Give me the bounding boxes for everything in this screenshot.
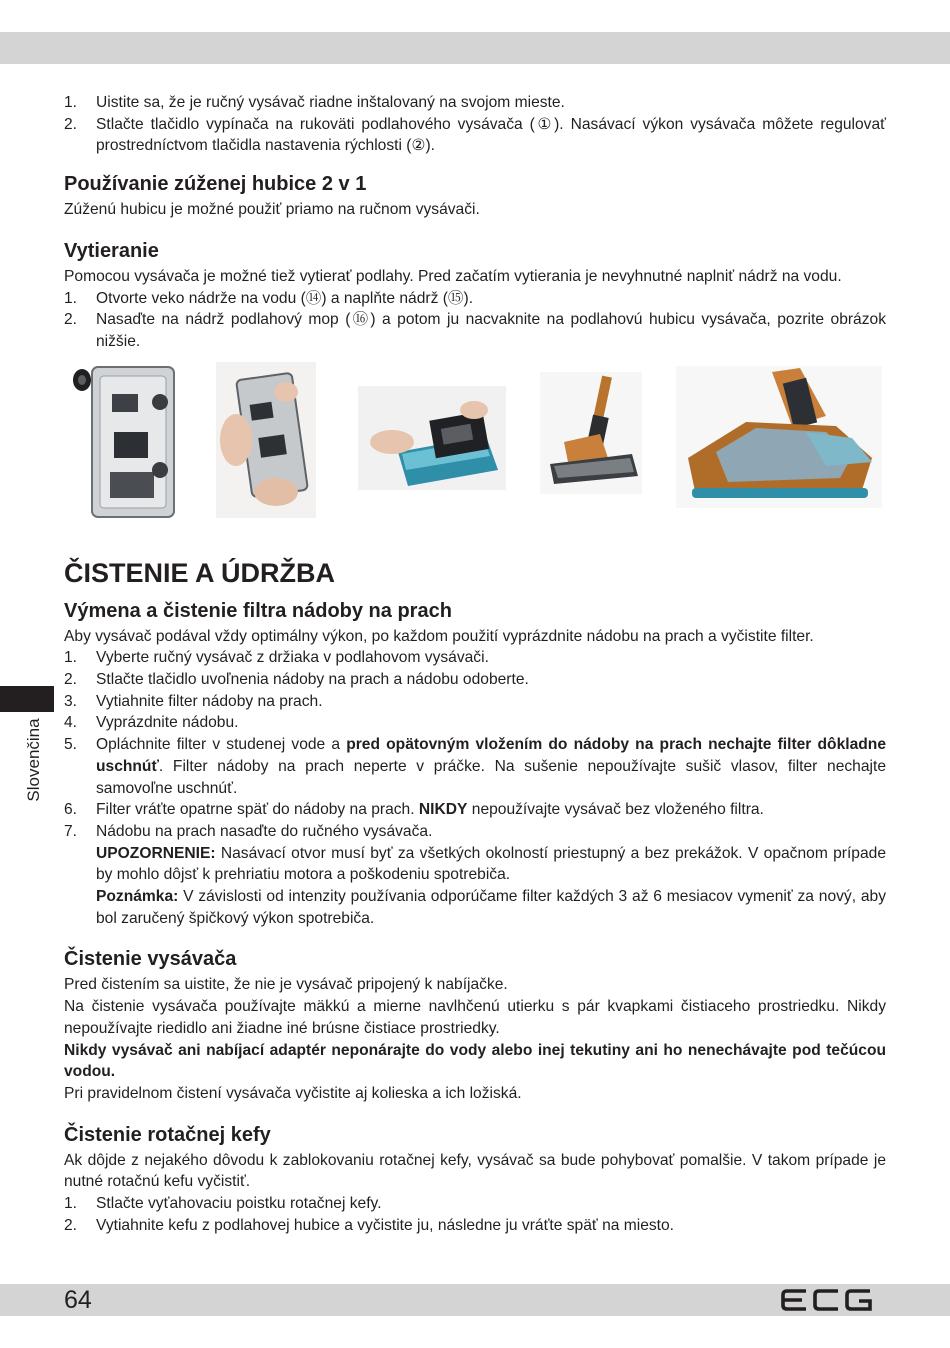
list-item: 6. Filter vráťte opatrne späť do nádoby na prach. NIKDY nepoužívajte vysávač bez vloženého filtra.: [64, 801, 764, 819]
brush-text: Ak dôjde z nejakého dôvodu k zablokovaniu rotačnej kefy, vysávač sa bude pohybovať pomalšie. V takom prípade je nutné rotačnú kefu vyčistiť.: [64, 1151, 886, 1191]
section-heading-brush: Čistenie rotačnej kefy: [64, 1123, 271, 1146]
nozzle-text: Zúženú hubicu je možné použiť priamo na ručnom vysávači.: [64, 201, 480, 219]
language-tab-marker: [0, 686, 54, 712]
list-item: 2. Stlačte tlačidlo vypínača na rukoväti podlahového vysávača (①). Nasávací výkon vysávača môžete regulovať prostredníctvom tlačidla nastavenia rýchlosti (②).: [64, 115, 886, 155]
floor-nozzle-photo: [676, 366, 882, 508]
page-section-title: ČISTENIE A ÚDRŽBA: [64, 557, 336, 588]
list-item: 3. Vytiahnite filter nádoby na prach.: [64, 692, 323, 710]
list-item: 1. Stlačte vyťahovaciu poistku rotačnej kefy.: [64, 1195, 382, 1213]
vacuum-cleaning-p4: Pri pravidelnom čistení vysávača vyčistite aj kolieska a ich ložiská.: [64, 1084, 522, 1102]
mop-attach-photo: [358, 386, 506, 490]
list-item: 1. Otvorte veko nádrže na vodu (⑭) a naplňte nádrž (⑮).: [64, 289, 474, 307]
list-item: 2. Stlačte tlačidlo uvoľnenia nádoby na prach a nádobu odoberte.: [64, 671, 529, 689]
water-tank-photo: [70, 362, 182, 522]
vacuum-on-mop-photo: [540, 372, 642, 494]
list-item: 5. Opláchnite filter v studenej vode a pred opätovným vložením do nádoby na prach nechajte filter dôkladne uschnúť. Filter nádoby na prach neperte v práčke. Na sušenie nepoužívajte sušič vlasov, filter nechajte samovoľne uschnúť.: [64, 736, 886, 797]
page-content: [64, 92, 886, 1237]
list-item: 2. Vytiahnite kefu z podlahovej hubice a vyčistite ju, následne ju vráťte späť na miesto.: [64, 1216, 675, 1234]
filter-intro: Aby vysávač podával vždy optimálny výkon, po každom použití vyprázdnite nádobu na prach a vyčistite filter.: [64, 627, 814, 645]
list-item: 1. Uistite sa, že je ručný vysávač riadne inštalovaný na svojom mieste.: [64, 94, 565, 111]
list-item: 4. Vyprázdnite nádobu.: [64, 714, 239, 732]
ecg-logo: [780, 1287, 874, 1313]
section-heading-mopping: Vytieranie: [64, 239, 159, 262]
section-heading-filter: Výmena a čistenie filtra nádoby na prach: [64, 599, 452, 622]
filter-steps: [64, 647, 886, 929]
mopping-text: Pomocou vysávača je možné tiež vytierať podlahy. Pred začatím vytierania je nevyhnutné naplniť nádrž na vodu.: [64, 267, 842, 285]
brush-steps: [64, 1193, 886, 1236]
mopping-photo-strip: [6, 362, 886, 532]
intro-steps: [64, 92, 886, 157]
vacuum-cleaning-p2: Na čistenie vysávača používajte mäkkú a mierne navlhčenú utierku s pár kvapkami čistiaceho prostriedku. Nikdy nepoužívajte riedidlo ani žiadne iné brúsne čistiace prostriedky.: [64, 998, 886, 1037]
list-item: 1. Vyberte ručný vysávač z držiaka v podlahovom vysávači.: [64, 649, 489, 667]
vacuum-cleaning-warning: Nikdy vysávač ani nabíjací adaptér neponárajte do vody alebo inej tekutiny ani ho nenechávajte pod tečúcou vodou.: [64, 1041, 886, 1081]
vacuum-cleaning-p1: Pred čistením sa uistite, že nie je vysávač pripojený k nabíjačke.: [64, 976, 508, 994]
list-item: 7. Nádobu na prach nasaďte do ručného vysávača. UPOZORNENIE: Nasávací otvor musí byť za všetkých okolností priestupný a bez prekážok. V opačnom prípade by mohlo dôjsť k prehriatiu motora a poškodeniu spotrebiča. Poznámka: V závislosti od intenzity používania odporúčame filter každých 3 až 6 mesiacov vymeniť za nový, aby bol zaručený špičkový výkon spotrebiča.: [64, 821, 886, 930]
header-band: [0, 32, 950, 64]
list-item: 2. Nasaďte na nádrž podlahový mop (⑯) a potom ju nacvaknite na podlahovú hubicu vysávača, pozrite obrázok nižšie.: [64, 311, 886, 350]
remark-note: Poznámka: V závislosti od intenzity používania odporúčame filter každých 3 až 6 mesiacov vymeniť za nový, aby bol zaručený špičkový výkon spotrebiča.: [96, 888, 886, 927]
page-number: 64: [64, 1286, 92, 1314]
section-heading-nozzle: Používanie zúženej hubice 2 v 1: [64, 173, 367, 196]
tank-in-hands-photo: [216, 362, 316, 518]
warning-note: UPOZORNENIE: Nasávací otvor musí byť za všetkých okolností priestupný a bez prekážok. V opačnom prípade by mohlo dôjsť k prehriatiu motora a poškodeniu spotrebiča.: [96, 844, 886, 884]
language-label: Slovenčina: [24, 718, 44, 802]
mopping-steps: [64, 288, 886, 353]
section-heading-vacuum-cleaning: Čistenie vysávača: [64, 948, 237, 971]
